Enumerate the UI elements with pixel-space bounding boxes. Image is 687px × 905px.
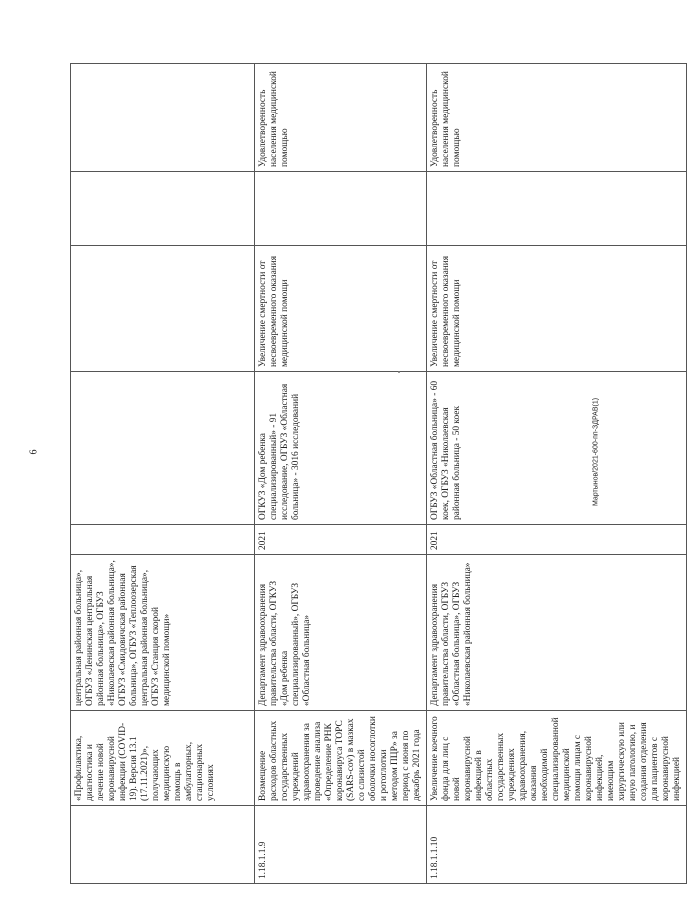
- table-row: [71, 64, 255, 884]
- year: 2021: [427, 525, 687, 555]
- extra-cell: [71, 172, 255, 246]
- year: [71, 525, 255, 555]
- executor: Департамент здравоохранения правительства области, ОГКУЗ «Дом ребенка специализированный», ОГБУЗ «Областная больница»: [255, 555, 427, 711]
- footer-code: Мартынов/2021-600-пп-ЗДРАВ(1): [592, 397, 600, 507]
- activity-name: Возмещение расходов областных государственных учреждений здравоохранения за проведение анализа «Определение РНК коронавируса ТОРС (SARS-cov) в мазках со слизистой оболочки носоглотки и ротоглотки методом ПЦР» за период с июня по декабрь 2021 года: [255, 711, 427, 806]
- indicator: ОГКУЗ «Дом ребенка специализированный» - 91 исследование, ОГБУЗ «Областная больница» - 3016 исследований: [255, 372, 427, 525]
- table-row: [427, 64, 687, 884]
- year: 2021: [255, 525, 427, 555]
- risk: Увеличение смертности от несвоевременного оказания медицинской помощи: [255, 246, 427, 372]
- scan-speck: [398, 371, 400, 373]
- result: Удовлетворенность населения медицинской помощью: [427, 64, 687, 172]
- row-number: [71, 806, 255, 884]
- result: [71, 64, 255, 172]
- row-number: 1.18.1.1.9: [255, 806, 427, 884]
- indicator: ОГБУЗ «Областная больница» - 60 коек, ОГБУЗ «Николаевская районная больница - 50 коек: [427, 372, 687, 525]
- extra-cell: [427, 172, 687, 246]
- result: Удовлетворенность населения медицинской помощью: [255, 64, 427, 172]
- extra-cell: [255, 172, 427, 246]
- indicator: [71, 372, 255, 525]
- executor: Департамент здравоохранения правительства области, ОГБУЗ «Областная больница», ОГБУЗ «Николаевская районная больница»: [427, 555, 687, 711]
- risk: Увеличение смертности от несвоевременного оказания медицинской помощи: [427, 246, 687, 372]
- risk: [71, 246, 255, 372]
- activity-name: Увеличение коечного фонда для лиц с новой коронавирусной инфекцией в областных государственных учреждениях здравоохранения, оказания необходимой специализированной медицинской помощи лицам с коронавирусной инфекцией, имеющим хирургическую или иную патологию, и создания отделения для пациентов с коронавирусной инфекцией: [427, 711, 687, 806]
- executor: центральная районная больница», ОГБУЗ «Ленинская центральная районная больница», ОГБУЗ «Николаевская районная больница», ОГБУЗ «Смидовичская районная больница», ОГБУЗ «Теплоозерская центральная районная больница», ОГБУЗ «Станция скорой медицинской помощи»: [71, 555, 255, 711]
- table-row: [255, 64, 427, 884]
- row-number: 1.18.1.1.10: [427, 806, 687, 884]
- page-number: 6: [28, 449, 40, 455]
- activity-name: «Профилактика, диагностика и лечение новой коронавирусной инфекции (COVID-19). Версия 13.1 (17.11.2021)», получающих медицинскую помощь в амбулаторных, стационарных условиях: [71, 711, 255, 806]
